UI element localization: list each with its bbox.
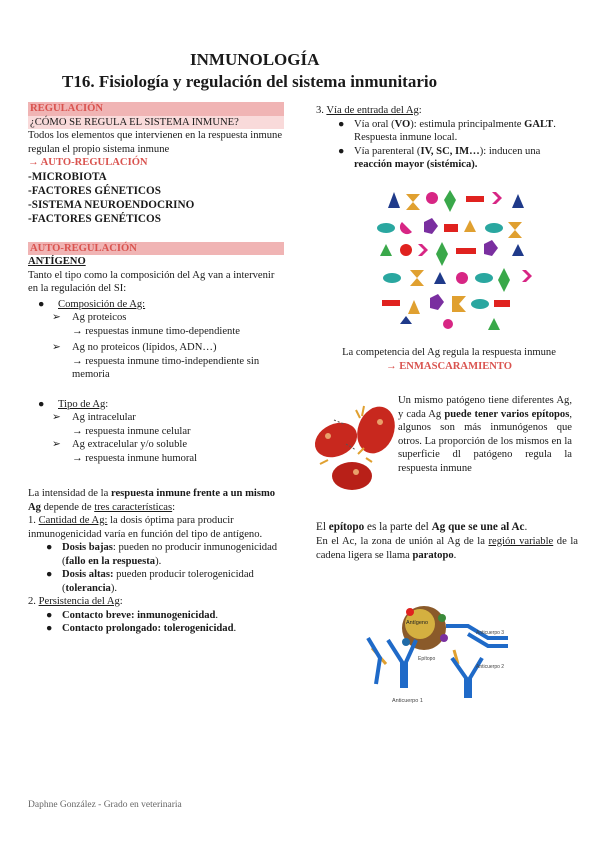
bullet-icon: ●	[338, 118, 345, 130]
intro-text: Todos los elementos que intervienen en la respuesta inmune regulan el propio sistema inmune	[28, 130, 283, 155]
via-oral-item	[316, 118, 576, 145]
doc-title: INMUNOLOGÍA	[190, 50, 320, 69]
epitopo-block	[316, 520, 578, 564]
epitopo-paragraph	[316, 520, 578, 535]
anticuerpo3-label: Anticuerpo 3	[476, 630, 505, 636]
persistencia-num: 2.	[28, 596, 39, 607]
ag-proteicos-resp: → respuestas inmune timo-dependiente	[72, 325, 240, 337]
bullet-icon: ●	[338, 145, 345, 157]
intensidad-bold: respuesta inmune frente a un mismo Ag	[28, 488, 276, 513]
via-num: 3.	[316, 105, 327, 116]
intensidad-text: La intensidad de la	[28, 488, 111, 499]
bullet-icon: ●	[46, 609, 53, 621]
factor-item: -FACTORES GÉNETICOS	[28, 184, 161, 197]
arrow-bullet-icon: ➢	[52, 342, 61, 353]
dosis-bajas-item	[28, 541, 284, 568]
composicion-label: Composición de Ag:	[58, 298, 146, 310]
cantidad-label: Cantidad de Ag:	[38, 515, 108, 526]
factor-item: -SISTEMA NEUROENDOCRINO	[28, 198, 195, 211]
via-par-bold: reacción mayor (sistémica).	[354, 159, 478, 170]
pathogen-figure	[306, 400, 398, 500]
ag-extracelular-resp: → respuesta inmune humoral	[72, 452, 198, 464]
via-par-text: ): inducen una	[479, 145, 541, 157]
period: .	[215, 609, 219, 621]
antigen-label: Antígeno	[406, 620, 429, 626]
ag-no-proteicos-item	[28, 341, 284, 355]
bullet-icon: ●	[46, 542, 53, 553]
patogeno-text: Un mismo patógeno tiene diferentes Ag, y cada Ag	[398, 395, 572, 420]
tipo-item	[28, 398, 284, 412]
enmascaramiento-text: → ENMASCARAMIENTO	[385, 360, 513, 372]
ag-extracelular: Ag extracelular y/o soluble	[72, 439, 188, 450]
antibody-figure	[358, 598, 538, 720]
epitopo-text: es la parte del	[364, 521, 432, 533]
via-oral-galt: GALT	[524, 118, 554, 130]
dosis-altas-label: Dosis altas:	[62, 569, 114, 580]
antibody-diagram	[368, 606, 508, 704]
ac-text: .	[453, 550, 457, 561]
bullet-icon: ●	[38, 298, 45, 310]
factor-item: -FACTORES GENÉTICOS	[28, 212, 161, 225]
tipo-label: Tipo de Ag	[58, 398, 106, 410]
contacto-prolongado: Contacto prolongado: tolerogenicidad	[62, 623, 234, 634]
epitopo-bold: Ag que se une al Ac	[431, 521, 525, 533]
ag-intracelular-item	[28, 411, 284, 425]
regulacion-heading: REGULACIÓN	[28, 102, 284, 116]
epitopo-text: .	[524, 521, 528, 533]
ag-no-proteicos: Ag no proteicos (lípidos, ADN…)	[72, 342, 217, 353]
via-colon: :	[418, 105, 422, 116]
via-par-text: Vía parenteral (	[354, 145, 421, 157]
patogeno-paragraph	[398, 394, 572, 475]
composicion-item	[28, 298, 284, 312]
right-column	[316, 104, 576, 172]
dosis-altas-text: pueden producir tolerogenicidad (	[62, 569, 254, 594]
via-heading	[316, 104, 576, 118]
cantidad-text: la dosis óptima para producir inmunogenicidad varía en función del tipo de antígeno.	[28, 515, 263, 540]
pathogen-cells	[309, 401, 398, 490]
dosis-bajas-label: Dosis bajas	[62, 542, 113, 553]
epitopo-text: El	[316, 521, 329, 533]
como-heading: ¿CÓMO SE REGULA EL SISTEMA INMUNE?	[28, 116, 284, 130]
period: .	[233, 623, 237, 634]
bullet-icon: ●	[38, 398, 45, 410]
epitopo-bold: epítopo	[328, 521, 365, 533]
persistencia-label: Persistencia del Ag	[38, 596, 120, 607]
ac-bold: paratopo	[412, 550, 454, 561]
cantidad-paragraph	[28, 514, 284, 541]
bullet-icon: ●	[46, 569, 53, 580]
dosis-altas-end: ).	[110, 582, 118, 594]
dosis-altas-bold: tolerancia	[65, 582, 111, 594]
antigeno-heading: ANTÍGENO	[28, 256, 86, 267]
antigen-shapes	[377, 190, 532, 330]
cantidad-num: 1.	[28, 515, 39, 526]
via-oral-bold: VO	[394, 118, 411, 130]
auto-regulacion-heading: AUTO-REGULACIÓN	[28, 242, 284, 256]
dosis-bajas-text: : pueden no producir inmunogenicidad (	[62, 542, 278, 567]
footer: Daphne González - Grado en veterinaria	[28, 800, 182, 810]
ac-text: de la cadena ligera se llama	[316, 535, 578, 561]
via-label: Vía de entrada del Ag	[326, 105, 419, 116]
via-oral-text: ): estimula principalmente	[410, 118, 525, 130]
ag-no-proteicos-resp: → respuesta inmune timo-independiente sin memoria	[72, 355, 260, 380]
ag-extracelular-item	[28, 438, 284, 452]
intensidad-text: depende de	[40, 501, 95, 513]
contacto-breve: Contacto breve: inmunogenicidad	[62, 609, 216, 621]
dosis-altas-item	[28, 568, 284, 595]
via-oral-text: Vía oral (	[354, 118, 395, 130]
intensidad-text: :	[172, 501, 176, 513]
antigen-competition-figure	[372, 184, 542, 334]
competencia-block	[318, 346, 580, 373]
ag-intracelular-resp: → respuesta inmune celular	[72, 425, 191, 437]
competencia-text: La competencia del Ag regula la respuesta inmune	[342, 347, 556, 358]
doc-subtitle: T16. Fisiología y regulación del sistema inmunitario	[62, 72, 438, 91]
ac-underline: región variable	[488, 535, 554, 547]
antigeno-text: Tanto el tipo como la composición del Ag van a intervenir en la regulación del SI:	[28, 269, 275, 294]
via-parenteral-item	[316, 145, 576, 172]
anticuerpo1-label: Anticuerpo 1	[392, 698, 423, 704]
intensidad-paragraph	[28, 487, 284, 514]
bullet-icon: ●	[46, 623, 53, 634]
epitope-label: Epítopo	[418, 656, 436, 662]
dosis-bajas-end: ).	[155, 555, 162, 567]
persistencia-paragraph	[28, 595, 284, 609]
arrow-bullet-icon: ➢	[52, 412, 61, 423]
via-par-bold: IV, SC, IM…	[420, 145, 480, 157]
ag-proteicos-item	[28, 311, 284, 325]
intensidad-underline: tres características	[94, 501, 173, 513]
via-oral-text: . Respuesta inmune local.	[354, 118, 556, 143]
ag-proteicos: Ag proteicos	[72, 312, 127, 323]
tipo-colon: :	[105, 398, 109, 410]
anticuerpo2-label: Anticuerpo 2	[476, 664, 505, 670]
ac-paragraph	[316, 535, 578, 564]
ag-intracelular: Ag intracelular	[72, 412, 136, 423]
dosis-bajas-bold: fallo en la respuesta	[65, 555, 156, 567]
contacto-breve-item	[28, 609, 284, 623]
auto-regulacion-arrow: → AUTO-REGULACIÓN	[28, 157, 148, 168]
patogeno-text: , algunos son más inmunógenos que otros. La proporción de los mismos en la superficie dl patógeno regula la respuesta inmune	[398, 408, 572, 474]
persistencia-colon: :	[119, 596, 123, 607]
ac-text: En el Ac, la zona de unión al Ag de la	[316, 535, 489, 547]
left-column	[28, 102, 284, 636]
arrow-bullet-icon: ➢	[52, 312, 61, 323]
factor-item: -MICROBIOTA	[28, 170, 107, 183]
arrow-bullet-icon: ➢	[52, 439, 61, 450]
patogeno-bold: puede tener varios epítopos	[444, 408, 570, 420]
contacto-prolongado-item	[28, 622, 284, 636]
